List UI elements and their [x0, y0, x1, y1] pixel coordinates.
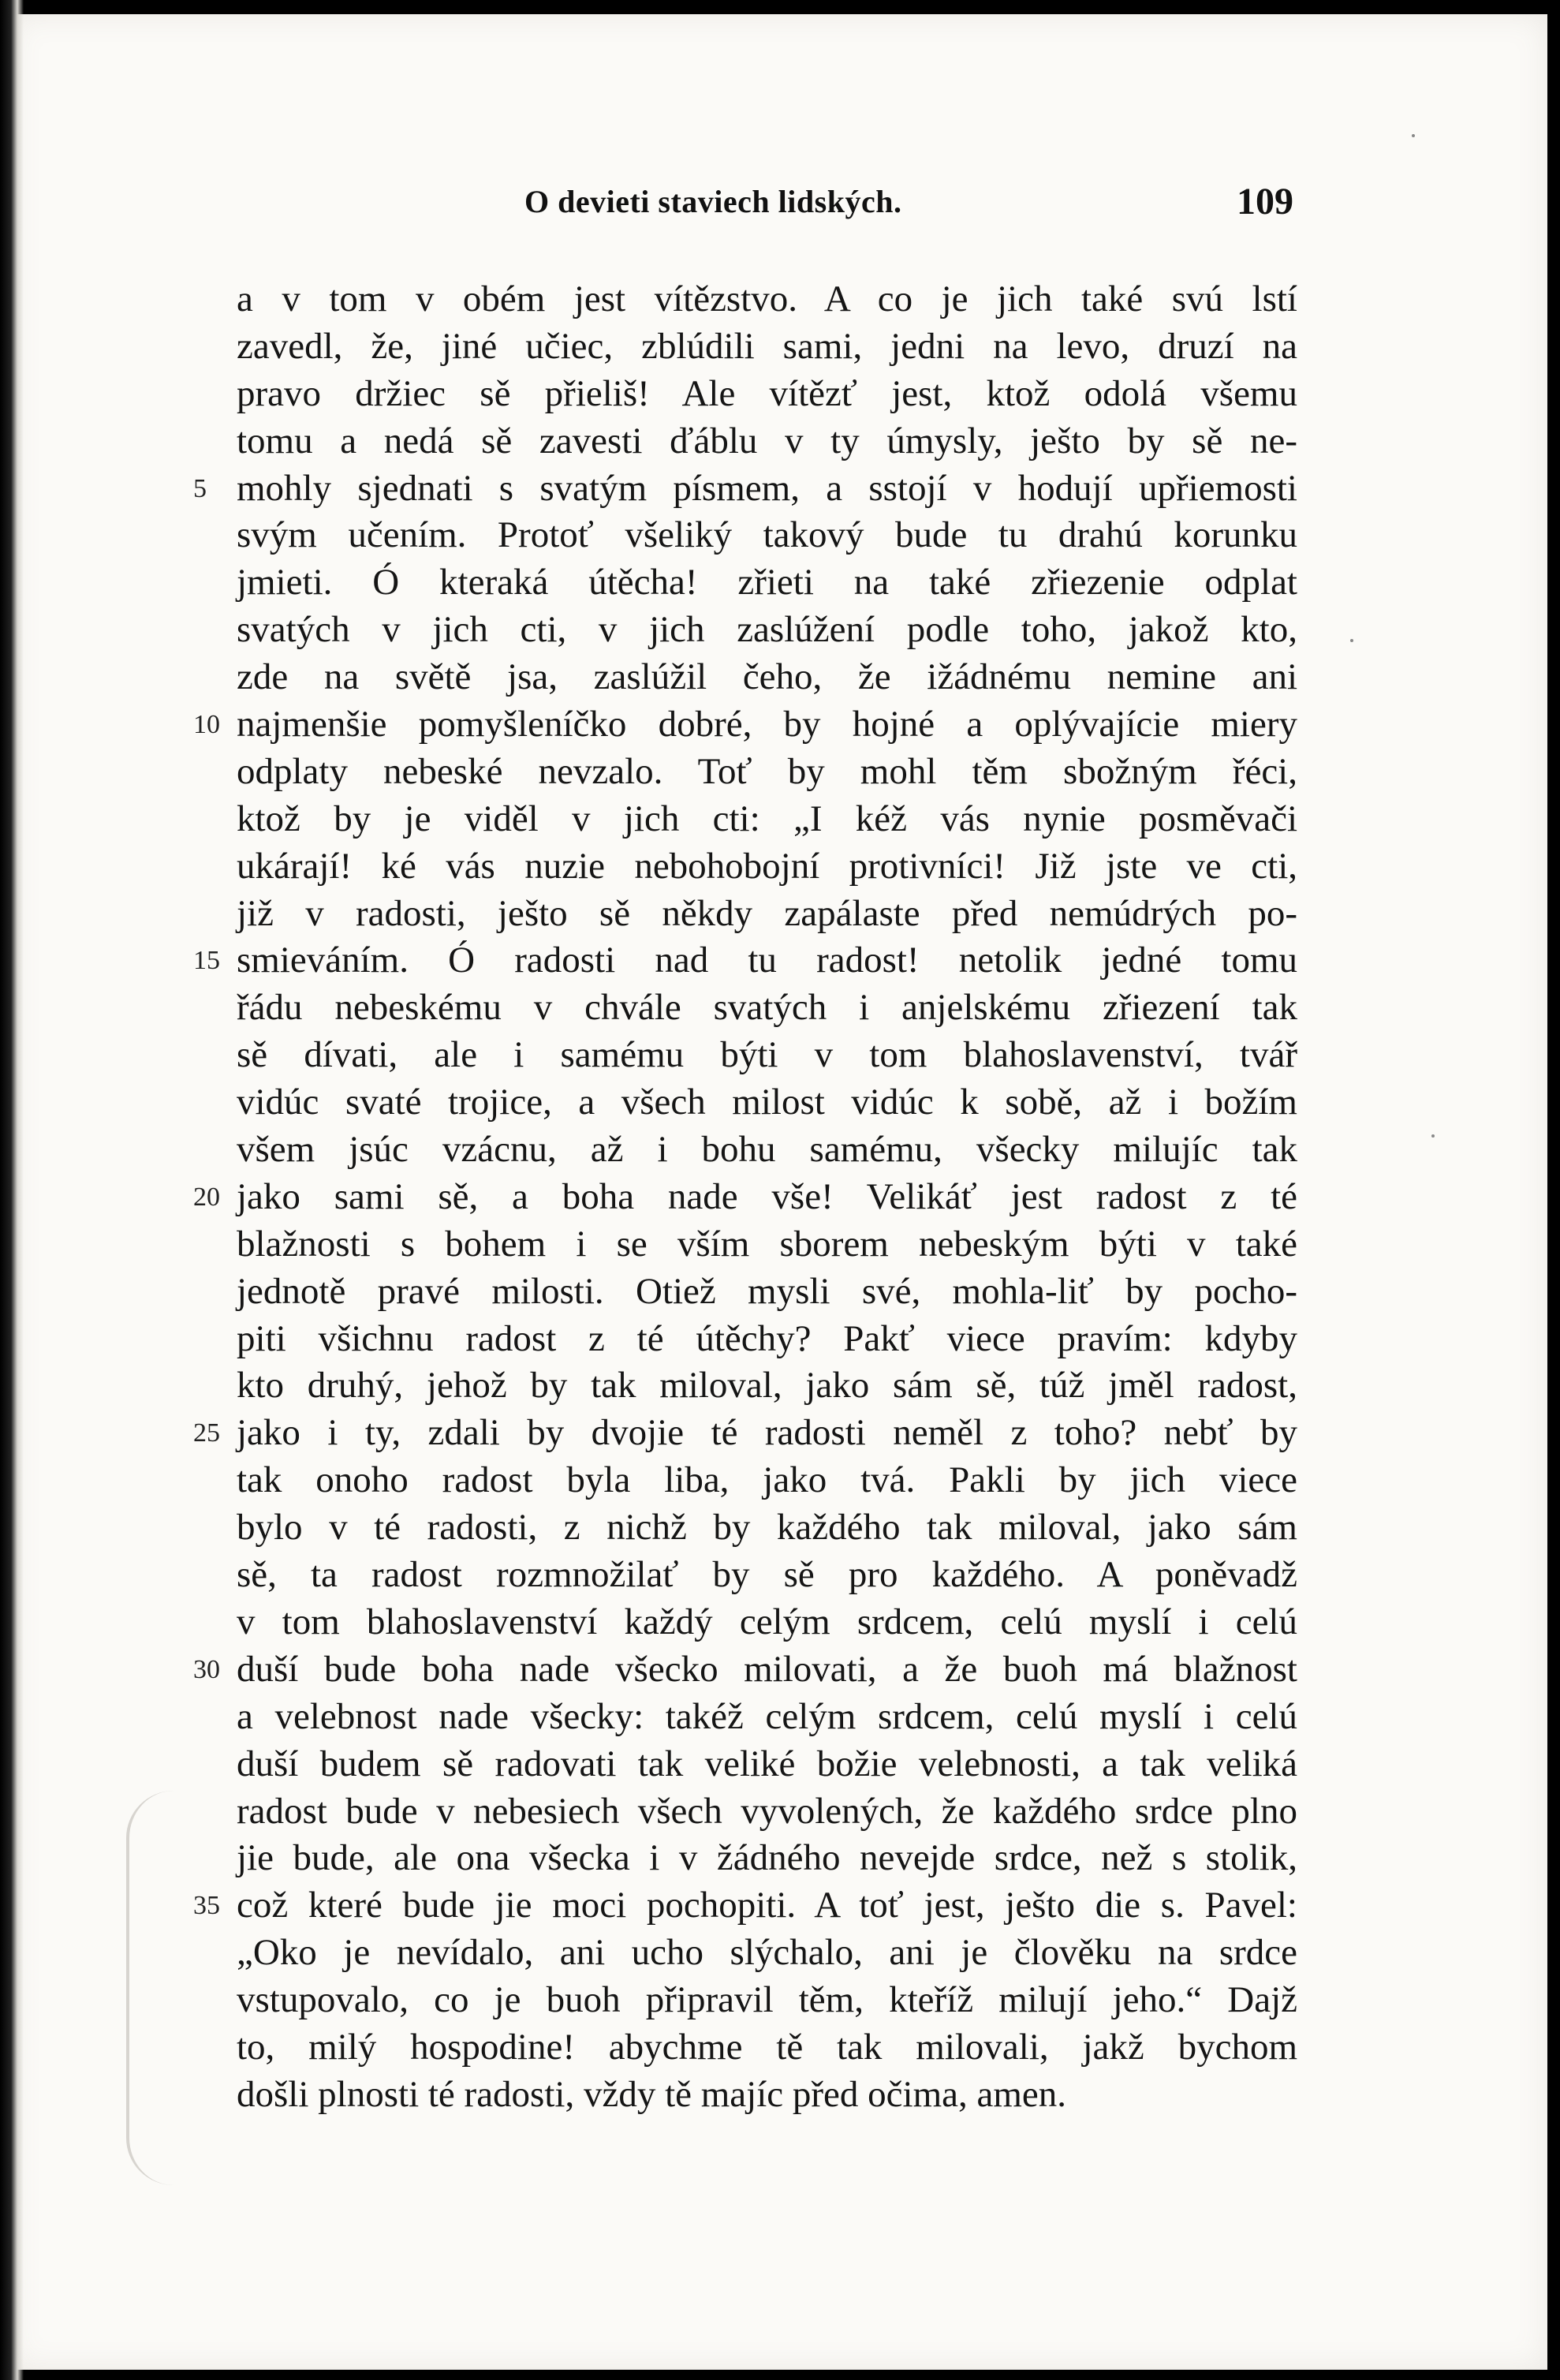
- line-text: vidúc svaté trojice, a všech milost vidúc k sobě, až i božím: [237, 1082, 1297, 1123]
- line-text: piti všichnu radost z té útěchy? Pakť viece pravím: kdyby: [237, 1317, 1297, 1359]
- text-line: [237, 1362, 1297, 1410]
- text-line: [193, 937, 1297, 985]
- line-text: najmenšie pomyšleníčko dobré, by hojné a oplývajície miery: [237, 704, 1297, 745]
- line-text: jie bude, ale ona všecka i v žádného nevejde srdce, než s stolik,: [237, 1837, 1297, 1879]
- line-text: odplaty nebeské nevzalo. Toť by mohl těm sbožným řéci,: [237, 750, 1297, 792]
- line-text: tomu a nedá sě zavesti ďáblu v ty úmysly, ješto by sě ne-: [237, 420, 1297, 461]
- line-text: blažnosti s bohem i se vším sborem nebeským býti v také: [237, 1223, 1297, 1265]
- line-text: což které bude jie moci pochopiti. A toť jest, ješto die s. Pavel:: [237, 1885, 1297, 1926]
- text-line: [237, 1504, 1297, 1552]
- text-line: [237, 1788, 1297, 1836]
- text-line: [237, 1079, 1297, 1126]
- line-text: to, milý hospodine! abychme tě tak milovali, jakž bychom: [237, 2026, 1297, 2068]
- line-text: pravo držiec sě přieliš! Ale vítězť jest, ktož odolá všemu: [237, 372, 1297, 414]
- line-text: jako i ty, zdali by dvojie té radosti neměl z toho? nebť by: [237, 1412, 1297, 1454]
- line-text: radost bude v nebesiech všech vyvolených, že každého srdce plno: [237, 1790, 1297, 1832]
- text-line: [237, 1316, 1297, 1363]
- text-line: [237, 1694, 1297, 1741]
- text-line: [193, 1410, 1297, 1457]
- line-text: duší budem sě radovati tak veliké božie velebnosti, a tak veliká: [237, 1743, 1297, 1784]
- text-line: [237, 749, 1297, 796]
- text-line: [237, 1268, 1297, 1316]
- line-text: zavedl, že, jiné učiec, zblúdili sami, jedni na levo, druzí na: [237, 325, 1297, 367]
- paper-speck: [1431, 1134, 1435, 1138]
- line-number: 35: [193, 1891, 220, 1921]
- text-line: [237, 1741, 1297, 1788]
- line-text: ukárají! ké vás nuzie nebohobojní protivníci! Již jste ve cti,: [237, 845, 1297, 887]
- running-title: O devieti staviech lidských.: [524, 184, 902, 219]
- line-text: tak onoho radost byla liba, jako tvá. Pakli by jich viece: [237, 1459, 1297, 1501]
- text-line: [237, 323, 1297, 371]
- text-line: [237, 418, 1297, 465]
- line-number: 5: [193, 473, 207, 503]
- line-text: „Oko je nevídalo, ani ucho slýchalo, ani je člověku na srdce: [237, 1932, 1297, 1974]
- text-line: [237, 891, 1297, 938]
- line-text: zde na světě jsa, zaslúžil čeho, že ižádnému nemine ani: [237, 656, 1297, 698]
- line-text: smieváním. Ó radosti nad tu radost! netolik jedné tomu: [237, 940, 1297, 981]
- text-line: [193, 1174, 1297, 1221]
- page-edge-shadow: [0, 0, 24, 2380]
- line-text: jako sami sě, a boha nade vše! Velikáť jest radost z té: [237, 1175, 1297, 1217]
- line-text: a velebnost nade všecky: takéž celým srdcem, celú myslí i celú: [237, 1695, 1297, 1737]
- text-line: [237, 1552, 1297, 1599]
- line-text: duší bude boha nade všecko milovati, a že buoh má blažnost: [237, 1648, 1297, 1690]
- text-line: [193, 1882, 1297, 1930]
- line-text: a v tom v obém jest vítězstvo. A co je jich také svú lstí: [237, 278, 1297, 319]
- text-line: [237, 2024, 1297, 2072]
- text-line: [237, 796, 1297, 843]
- line-text: kto druhý, jehož by tak miloval, jako sám sě, túž jměl radost,: [237, 1365, 1297, 1407]
- text-line: [193, 701, 1297, 749]
- text-line: [193, 465, 1297, 513]
- paper-speck: [1350, 639, 1353, 642]
- line-number: 30: [193, 1654, 220, 1684]
- text-line: [237, 512, 1297, 559]
- line-text: svým učením. Protoť všeliký takový bude tu drahú korunku: [237, 514, 1297, 556]
- line-text: sě, ta radost rozmnožilať by sě pro každého. A poněvadž: [237, 1554, 1297, 1596]
- text-line: [237, 607, 1297, 654]
- text-line: [237, 1126, 1297, 1174]
- margin-bracket-mark: [126, 1791, 192, 2185]
- line-text: ktož by je viděl v jich cti: „I kéž vás nynie posměvači: [237, 798, 1297, 839]
- body-text: [193, 276, 1297, 2119]
- text-line: [237, 654, 1297, 701]
- line-text: jmieti. Ó kteraká útěcha! zřieti na také zřiezenie odplat: [237, 562, 1297, 603]
- line-number: 15: [193, 946, 220, 976]
- line-text: vstupovalo, co je buoh připravil těm, kteříž milují jeho.“ Dajž: [237, 1979, 1297, 2021]
- text-line: [237, 985, 1297, 1032]
- text-line: [237, 1221, 1297, 1268]
- text-line: [237, 1835, 1297, 1882]
- page-header: [237, 180, 1293, 227]
- text-line: [237, 276, 1297, 323]
- line-text: všem jsúc vzácnu, až i bohu samému, všecky milujíc tak: [237, 1129, 1297, 1171]
- line-text: řádu nebeskému v chvále svatých i anjelskému zřiezení tak: [237, 987, 1297, 1029]
- text-line: [237, 1930, 1297, 1977]
- text-line: [237, 1032, 1297, 1079]
- line-text: jednotě pravé milosti. Otiež mysli své, mohla-liť by pocho-: [237, 1270, 1297, 1312]
- text-line: [237, 1599, 1297, 1646]
- line-text: v tom blahoslavenství každý celým srdcem, celú myslí i celú: [237, 1601, 1297, 1642]
- text-line: [193, 1646, 1297, 1694]
- text-line: [237, 1457, 1297, 1504]
- paper-speck: [1412, 134, 1415, 137]
- line-text: svatých v jich cti, v jich zaslúžení podle toho, jakož kto,: [237, 609, 1297, 651]
- line-text: došli plnosti té radosti, vždy tě majíc před očima, amen.: [237, 2073, 1067, 2115]
- line-text: sě dívati, ale i samému býti v tom blahoslavenství, tvář: [237, 1034, 1297, 1076]
- line-text: již v radosti, ješto sě někdy zapálaste před nemúdrých po-: [237, 892, 1297, 934]
- text-line: [237, 371, 1297, 418]
- line-number: 20: [193, 1182, 220, 1212]
- line-text: bylo v té radosti, z nichž by každého tak miloval, jako sám: [237, 1507, 1297, 1549]
- text-line: [237, 2072, 1297, 2119]
- line-text: mohly sjednati s svatým písmem, a sstojí v hodují upřiemosti: [237, 467, 1297, 509]
- line-number: 25: [193, 1418, 220, 1448]
- page-number: 109: [1237, 181, 1293, 222]
- line-number: 10: [193, 710, 220, 740]
- text-line: [237, 843, 1297, 891]
- text-line: [237, 1977, 1297, 2024]
- text-line: [237, 559, 1297, 607]
